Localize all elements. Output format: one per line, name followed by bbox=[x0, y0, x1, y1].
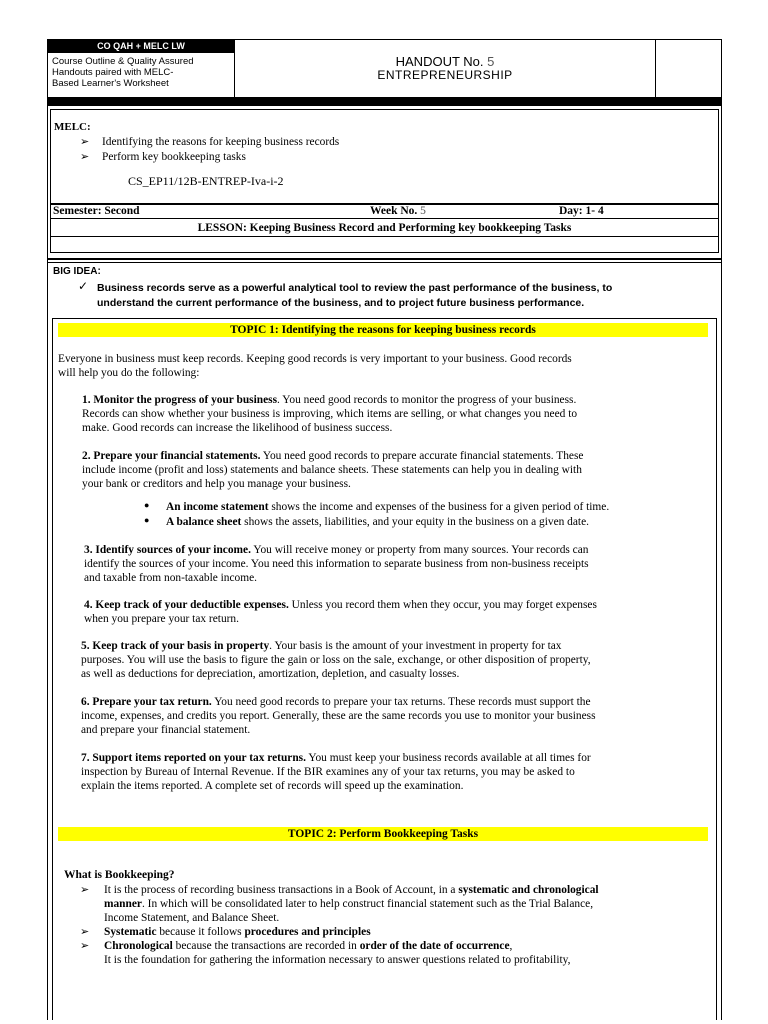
melc-label: MELC: bbox=[54, 121, 91, 133]
reason-item-5: 5. Keep track of your basis in property. Your basis is the amount of your investment in property for tax purposes. You will use the basis to figure the gain or loss on the sale, exchange, or other disposition of property, as well as deductions for depreciation, amortization, depletion, and casualty losses. bbox=[81, 640, 591, 680]
handout-title: HANDOUT No. 5 bbox=[395, 54, 495, 69]
foundation-text: It is the foundation for gathering the information necessary to answer questions related to profitability, bbox=[104, 954, 571, 966]
rows-right bbox=[718, 203, 719, 253]
page-right-border bbox=[721, 106, 722, 1020]
header-description: Course Outline & Quality Assured Handouts paired with MELC- Based Learner's Worksheet bbox=[52, 56, 194, 89]
chronological-point: Chronological because the transactions are recorded in order of the date of occurrence, bbox=[104, 940, 513, 952]
big-idea-top-double bbox=[47, 258, 722, 260]
content-box-top bbox=[52, 318, 717, 319]
melc-code: CS_EP11/12B-ENTREP-Iva-i-2 bbox=[128, 174, 284, 188]
melc-item: Identifying the reasons for keeping business records bbox=[102, 136, 340, 148]
big-idea-label: BIG IDEA: bbox=[53, 266, 101, 277]
reason-item-6: 6. Prepare your tax return. You need good records to prepare your tax returns. These records must support the income, expenses, and credits you report. Generally, these are the same records you use to monitor your business and prepare your financial statement. bbox=[81, 696, 596, 736]
content-box-right bbox=[716, 318, 717, 1020]
melc-box-left bbox=[50, 109, 51, 203]
topic2-title: TOPIC 2: Perform Bookkeeping Tasks bbox=[287, 828, 479, 840]
black-label: CO QAH + MELC LW bbox=[48, 40, 234, 53]
big-idea-text: Business records serve as a powerful analytical tool to review the past performance of the business, to understand the current performance of the business, and to project future business performance. bbox=[97, 282, 613, 309]
big-idea-top bbox=[47, 262, 722, 263]
topic1-intro: Everyone in business must keep records. Keeping good records is very important to your business. Good records will help you do the following: bbox=[58, 353, 572, 379]
melc-item: Perform key bookkeeping tasks bbox=[102, 151, 246, 163]
systematic-point: Systematic because it follows procedures and principles bbox=[104, 926, 371, 938]
bullet-income-statement: An income statement shows the income and expenses of the business for a given period of time. bbox=[166, 501, 610, 513]
bookkeeping-question: What is Bookkeeping? bbox=[64, 869, 175, 881]
bullet-icon: ● bbox=[144, 515, 150, 525]
arrow-bullet-icon: ➢ bbox=[80, 883, 90, 896]
reason-item-4: 4. Keep track of your deductible expenses. Unless you record them when they occur, you may forget expenses when you prepare your tax return. bbox=[84, 599, 597, 625]
header-right-border bbox=[721, 39, 722, 98]
reason-item-7: 7. Support items reported on your tax returns. You must keep your business records available at all times for inspection by Bureau of Internal Revenue. If the BIR examines any of your tax returns, you may be asked to explain the items reported. A complete set of records will speed up the examination. bbox=[81, 752, 591, 792]
content-box-left bbox=[52, 318, 53, 1020]
topic1-title: TOPIC 1: Identifying the reasons for keeping business records bbox=[230, 324, 536, 336]
bookkeeping-definition: It is the process of recording business transactions in a Book of Account, in a systematic and chronological manner. In which will be consolidated later to help construct financial statement such as the Trial Balance, Income Statement, and Balance Sheet. bbox=[104, 884, 599, 924]
melc-box-right bbox=[718, 109, 719, 203]
header-divider bbox=[234, 39, 235, 98]
header-thick-bar bbox=[47, 97, 722, 106]
arrow-bullet-icon: ➢ bbox=[80, 150, 90, 163]
semester: Semester: Second bbox=[53, 205, 140, 217]
arrow-bullet-icon: ➢ bbox=[80, 925, 90, 938]
rows-left bbox=[50, 203, 51, 253]
reason-item-3: 3. Identify sources of your income. You will receive money or property from many sources. Your records can identify the sources of your income. You need this information to separate business from non-business receipts and taxable from non-taxable income. bbox=[84, 544, 589, 584]
bullet-icon: ● bbox=[144, 500, 150, 510]
reason-item-1: 1. Monitor the progress of your business. You need good records to monitor the progress of your business. Records can show whether your business is improving, which items are selling, or what changes you need to make. Good records can increase the likelihood of business success. bbox=[82, 394, 578, 434]
bullet-balance-sheet: A balance sheet shows the assets, liabilities, and your equity in the business on a given date. bbox=[166, 516, 589, 528]
lesson-row-top bbox=[50, 218, 719, 219]
melc-box-top bbox=[50, 109, 719, 110]
week: Week No. 5 bbox=[370, 205, 426, 217]
lesson-title: LESSON: Keeping Business Record and Performing key bookkeeping Tasks bbox=[197, 222, 572, 234]
checkmark-icon: ✓ bbox=[78, 279, 89, 293]
spacer-row-bottom bbox=[50, 252, 719, 253]
day: Day: 1- 4 bbox=[559, 205, 604, 217]
arrow-bullet-icon: ➢ bbox=[80, 939, 90, 952]
page-left-border bbox=[47, 106, 48, 1020]
reason-item-2: 2. Prepare your financial statements. You need good records to prepare accurate financial statements. These include income (profit and loss) statements and balance sheets. These statements can help you in dealing with your bank or creditors and help you manage your business. bbox=[82, 450, 584, 490]
header-divider-right bbox=[655, 39, 656, 98]
arrow-bullet-icon: ➢ bbox=[80, 135, 90, 148]
subject-title: ENTREPRENEURSHIP bbox=[377, 68, 513, 82]
lesson-row-bottom bbox=[50, 236, 719, 237]
